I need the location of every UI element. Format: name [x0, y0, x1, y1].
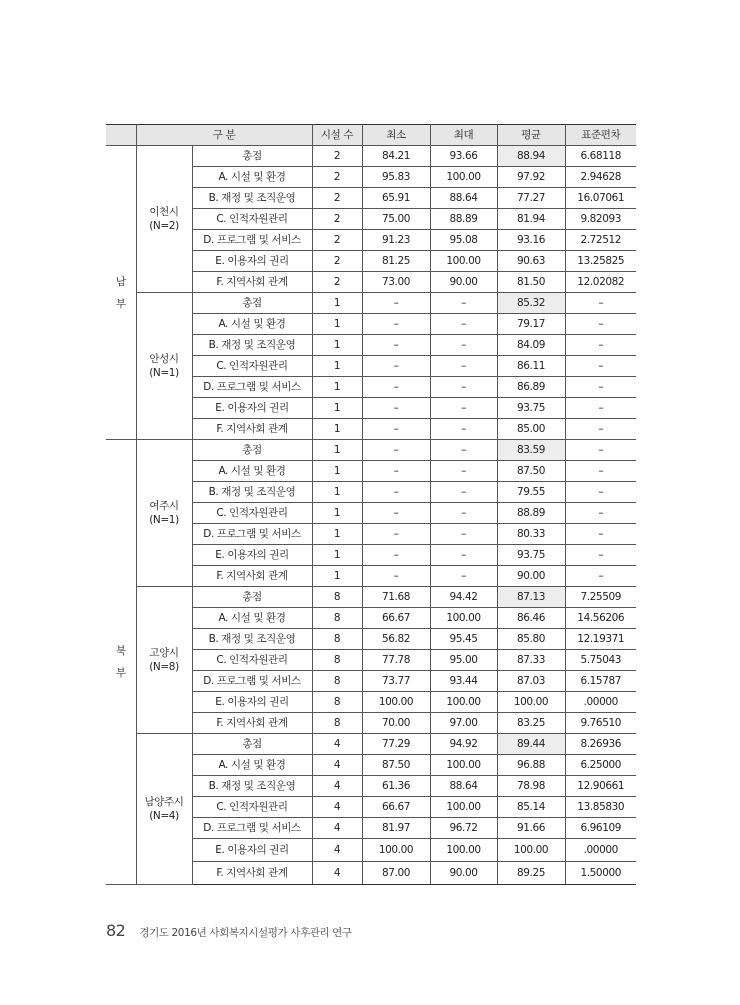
max-value: 95.45	[430, 629, 497, 650]
mean-value: 80.33	[497, 524, 565, 545]
city-n: (N=8)	[149, 661, 179, 673]
facility-count: 8	[312, 713, 362, 734]
max-value: 93.44	[430, 671, 497, 692]
max-value: 88.64	[430, 776, 497, 797]
facility-count: 8	[312, 608, 362, 629]
item-label: B. 재정 및 조직운영	[192, 188, 312, 209]
mean-value: 96.88	[497, 755, 565, 776]
mean-value: 84.09	[497, 335, 565, 356]
max-value: 100.00	[430, 608, 497, 629]
facility-count: 2	[312, 209, 362, 230]
sd-value: –	[565, 440, 636, 461]
region-char: 부	[115, 667, 126, 679]
facility-count: 8	[312, 692, 362, 713]
min-value: –	[362, 293, 430, 314]
facility-count: 1	[312, 314, 362, 335]
item-label: B. 재정 및 조직운영	[192, 335, 312, 356]
item-label: D. 프로그램 및 서비스	[192, 230, 312, 251]
mean-value: 77.27	[497, 188, 565, 209]
max-value: –	[430, 314, 497, 335]
sd-value: .00000	[565, 839, 636, 862]
mean-value: 93.16	[497, 230, 565, 251]
sd-value: 6.15787	[565, 671, 636, 692]
table-row	[106, 293, 636, 314]
document-title: 경기도 2016년 사회복지시설평가 사후관리 연구	[139, 927, 352, 939]
item-label: B. 재정 및 조직운영	[192, 482, 312, 503]
mean-value: 86.11	[497, 356, 565, 377]
city-name: 안성시	[149, 353, 179, 365]
city-label	[136, 734, 192, 885]
region-char: 남	[115, 275, 126, 288]
statistics-table	[106, 124, 636, 885]
facility-count: 1	[312, 377, 362, 398]
item-label: F. 지역사회 관계	[192, 566, 312, 587]
min-value: –	[362, 356, 430, 377]
page-number: 82	[106, 921, 126, 940]
facility-count: 1	[312, 545, 362, 566]
item-label: C. 인적자원관리	[192, 797, 312, 818]
mean-value: 78.98	[497, 776, 565, 797]
min-value: 71.68	[362, 587, 430, 608]
header-blank	[106, 125, 136, 146]
min-value: –	[362, 335, 430, 356]
facility-count: 4	[312, 797, 362, 818]
mean-value: 89.25	[497, 862, 565, 885]
mean-value: 86.46	[497, 608, 565, 629]
min-value: 66.67	[362, 797, 430, 818]
min-value: 91.23	[362, 230, 430, 251]
table-row	[106, 734, 636, 755]
min-value: 87.50	[362, 755, 430, 776]
min-value: 77.29	[362, 734, 430, 755]
item-label: E. 이용자의 권리	[192, 251, 312, 272]
sd-value: 14.56206	[565, 608, 636, 629]
min-value: –	[362, 419, 430, 440]
min-value: –	[362, 440, 430, 461]
mean-value: 90.63	[497, 251, 565, 272]
max-value: –	[430, 503, 497, 524]
min-value: –	[362, 545, 430, 566]
max-value: 100.00	[430, 839, 497, 862]
city-n: (N=4)	[149, 810, 179, 822]
facility-count: 4	[312, 862, 362, 885]
max-value: –	[430, 482, 497, 503]
max-value: –	[430, 293, 497, 314]
facility-count: 8	[312, 587, 362, 608]
sd-value: –	[565, 545, 636, 566]
mean-value: 97.92	[497, 167, 565, 188]
facility-count: 1	[312, 293, 362, 314]
city-n: (N=1)	[149, 367, 179, 379]
item-label: C. 인적자원관리	[192, 503, 312, 524]
min-value: 81.25	[362, 251, 430, 272]
sd-value: –	[565, 356, 636, 377]
sd-value: 13.25825	[565, 251, 636, 272]
min-value: 73.00	[362, 272, 430, 293]
min-value: 100.00	[362, 692, 430, 713]
sd-value: –	[565, 482, 636, 503]
sd-value: 7.25509	[565, 587, 636, 608]
facility-count: 1	[312, 398, 362, 419]
facility-count: 1	[312, 356, 362, 377]
sd-value: 16.07061	[565, 188, 636, 209]
sd-value: –	[565, 293, 636, 314]
facility-count: 4	[312, 839, 362, 862]
min-value: 100.00	[362, 839, 430, 862]
min-value: 84.21	[362, 146, 430, 167]
min-value: –	[362, 566, 430, 587]
item-label: D. 프로그램 및 서비스	[192, 377, 312, 398]
item-label: 총점	[192, 734, 312, 755]
mean-value: 100.00	[497, 839, 565, 862]
mean-value: 79.17	[497, 314, 565, 335]
max-value: –	[430, 398, 497, 419]
min-value: 81.97	[362, 818, 430, 839]
mean-value: 85.80	[497, 629, 565, 650]
facility-count: 4	[312, 755, 362, 776]
max-value: 96.72	[430, 818, 497, 839]
max-value: –	[430, 566, 497, 587]
mean-value: 88.94	[497, 146, 565, 167]
header-row	[106, 125, 636, 146]
max-value: 100.00	[430, 797, 497, 818]
header-min: 최소	[362, 125, 430, 146]
sd-value: .00000	[565, 692, 636, 713]
min-value: 75.00	[362, 209, 430, 230]
facility-count: 1	[312, 335, 362, 356]
city-label	[136, 146, 192, 293]
sd-value: 2.72512	[565, 230, 636, 251]
city-name: 남양주시	[144, 796, 184, 808]
header-sd: 표준편차	[565, 125, 636, 146]
sd-value: 8.26936	[565, 734, 636, 755]
item-label: F. 지역사회 관계	[192, 862, 312, 885]
max-value: 94.92	[430, 734, 497, 755]
min-value: –	[362, 524, 430, 545]
item-label: E. 이용자의 권리	[192, 398, 312, 419]
facility-count: 1	[312, 440, 362, 461]
sd-value: 6.96109	[565, 818, 636, 839]
table-body	[106, 146, 636, 885]
mean-value: 93.75	[497, 545, 565, 566]
sd-value: 6.68118	[565, 146, 636, 167]
max-value: 88.89	[430, 209, 497, 230]
item-label: 총점	[192, 146, 312, 167]
min-value: –	[362, 398, 430, 419]
mean-value: 85.00	[497, 419, 565, 440]
max-value: 100.00	[430, 167, 497, 188]
sd-value: 9.82093	[565, 209, 636, 230]
region-label	[106, 440, 136, 885]
max-value: 97.00	[430, 713, 497, 734]
city-label	[136, 587, 192, 734]
max-value: –	[430, 356, 497, 377]
city-n: (N=1)	[149, 514, 179, 526]
sd-value: 13.85830	[565, 797, 636, 818]
sd-value: –	[565, 461, 636, 482]
table-row	[106, 440, 636, 461]
max-value: –	[430, 545, 497, 566]
max-value: 90.00	[430, 272, 497, 293]
max-value: –	[430, 440, 497, 461]
item-label: C. 인적자원관리	[192, 650, 312, 671]
facility-count: 1	[312, 461, 362, 482]
facility-count: 2	[312, 146, 362, 167]
city-name: 이천시	[149, 206, 179, 218]
item-label: 총점	[192, 293, 312, 314]
max-value: 90.00	[430, 862, 497, 885]
min-value: 66.67	[362, 608, 430, 629]
sd-value: –	[565, 524, 636, 545]
item-label: A. 시설 및 환경	[192, 608, 312, 629]
facility-count: 8	[312, 650, 362, 671]
sd-value: 9.76510	[565, 713, 636, 734]
mean-value: 88.89	[497, 503, 565, 524]
sd-value: 12.02082	[565, 272, 636, 293]
mean-value: 79.55	[497, 482, 565, 503]
item-label: B. 재정 및 조직운영	[192, 629, 312, 650]
max-value: –	[430, 419, 497, 440]
item-label: E. 이용자의 권리	[192, 692, 312, 713]
city-label	[136, 440, 192, 587]
max-value: 100.00	[430, 251, 497, 272]
max-value: 100.00	[430, 692, 497, 713]
item-label: D. 프로그램 및 서비스	[192, 818, 312, 839]
item-label: 총점	[192, 440, 312, 461]
facility-count: 1	[312, 482, 362, 503]
facility-count: 8	[312, 629, 362, 650]
min-value: –	[362, 377, 430, 398]
min-value: 95.83	[362, 167, 430, 188]
mean-value: 93.75	[497, 398, 565, 419]
item-label: C. 인적자원관리	[192, 209, 312, 230]
mean-value: 100.00	[497, 692, 565, 713]
mean-value: 87.33	[497, 650, 565, 671]
mean-value: 87.03	[497, 671, 565, 692]
header-division: 구 분	[136, 125, 312, 146]
sd-value: 2.94628	[565, 167, 636, 188]
facility-count: 1	[312, 524, 362, 545]
sd-value: 12.90661	[565, 776, 636, 797]
mean-value: 85.32	[497, 293, 565, 314]
item-label: A. 시설 및 환경	[192, 755, 312, 776]
item-label: A. 시설 및 환경	[192, 167, 312, 188]
facility-count: 8	[312, 671, 362, 692]
city-name: 여주시	[149, 500, 179, 512]
city-n: (N=2)	[149, 220, 179, 232]
sd-value: –	[565, 419, 636, 440]
item-label: B. 재정 및 조직운영	[192, 776, 312, 797]
facility-count: 2	[312, 188, 362, 209]
page-footer	[106, 921, 352, 940]
max-value: 100.00	[430, 755, 497, 776]
table-row	[106, 587, 636, 608]
mean-value: 83.59	[497, 440, 565, 461]
min-value: –	[362, 482, 430, 503]
facility-count: 2	[312, 272, 362, 293]
header-mean: 평균	[497, 125, 565, 146]
table-row	[106, 146, 636, 167]
mean-value: 87.50	[497, 461, 565, 482]
sd-value: –	[565, 335, 636, 356]
facility-count: 2	[312, 230, 362, 251]
city-name: 고양시	[149, 647, 179, 659]
max-value: –	[430, 461, 497, 482]
mean-value: 86.89	[497, 377, 565, 398]
item-label: A. 시설 및 환경	[192, 461, 312, 482]
header-max: 최대	[430, 125, 497, 146]
mean-value: 81.94	[497, 209, 565, 230]
item-label: C. 인적자원관리	[192, 356, 312, 377]
min-value: –	[362, 503, 430, 524]
max-value: –	[430, 377, 497, 398]
item-label: D. 프로그램 및 서비스	[192, 524, 312, 545]
min-value: 77.78	[362, 650, 430, 671]
min-value: 70.00	[362, 713, 430, 734]
mean-value: 81.50	[497, 272, 565, 293]
min-value: –	[362, 314, 430, 335]
sd-value: 5.75043	[565, 650, 636, 671]
sd-value: –	[565, 398, 636, 419]
facility-count: 4	[312, 776, 362, 797]
item-label: E. 이용자의 권리	[192, 839, 312, 862]
item-label: 총점	[192, 587, 312, 608]
item-label: A. 시설 및 환경	[192, 314, 312, 335]
sd-value: –	[565, 566, 636, 587]
sd-value: 12.19371	[565, 629, 636, 650]
item-label: F. 지역사회 관계	[192, 272, 312, 293]
item-label: D. 프로그램 및 서비스	[192, 671, 312, 692]
min-value: 56.82	[362, 629, 430, 650]
sd-value: –	[565, 377, 636, 398]
min-value: –	[362, 461, 430, 482]
mean-value: 83.25	[497, 713, 565, 734]
facility-count: 1	[312, 419, 362, 440]
max-value: 93.66	[430, 146, 497, 167]
mean-value: 90.00	[497, 566, 565, 587]
min-value: 73.77	[362, 671, 430, 692]
sd-value: –	[565, 503, 636, 524]
facility-count: 2	[312, 167, 362, 188]
facility-count: 2	[312, 251, 362, 272]
sd-value: 6.25000	[565, 755, 636, 776]
item-label: F. 지역사회 관계	[192, 713, 312, 734]
facility-count: 4	[312, 734, 362, 755]
item-label: E. 이용자의 권리	[192, 545, 312, 566]
min-value: 65.91	[362, 188, 430, 209]
region-char: 북	[115, 645, 126, 657]
region-char: 부	[115, 297, 126, 310]
facility-count: 1	[312, 503, 362, 524]
max-value: –	[430, 524, 497, 545]
min-value: 87.00	[362, 862, 430, 885]
max-value: 94.42	[430, 587, 497, 608]
mean-value: 91.66	[497, 818, 565, 839]
mean-value: 89.44	[497, 734, 565, 755]
sd-value: 1.50000	[565, 862, 636, 885]
facility-count: 1	[312, 566, 362, 587]
max-value: 95.08	[430, 230, 497, 251]
header-count: 시설 수	[312, 125, 362, 146]
item-label: F. 지역사회 관계	[192, 419, 312, 440]
sd-value: –	[565, 314, 636, 335]
max-value: –	[430, 335, 497, 356]
min-value: 61.36	[362, 776, 430, 797]
region-label	[106, 146, 136, 440]
max-value: 88.64	[430, 188, 497, 209]
mean-value: 87.13	[497, 587, 565, 608]
city-label	[136, 293, 192, 440]
max-value: 95.00	[430, 650, 497, 671]
mean-value: 85.14	[497, 797, 565, 818]
facility-count: 4	[312, 818, 362, 839]
